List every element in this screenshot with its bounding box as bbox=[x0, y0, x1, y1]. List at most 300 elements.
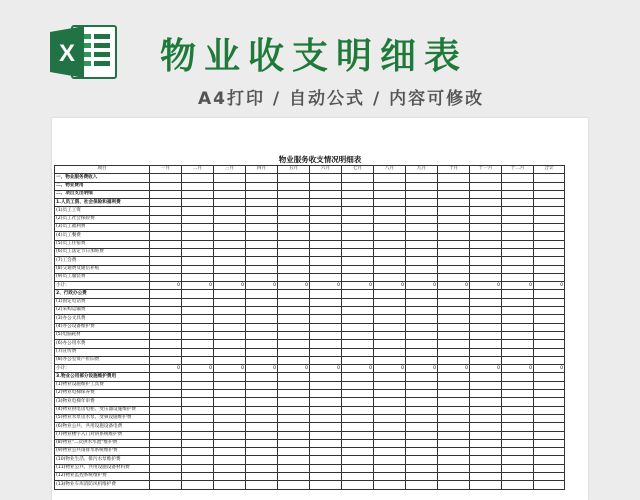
month-cell[interactable] bbox=[438, 381, 470, 389]
month-cell[interactable] bbox=[374, 431, 406, 439]
month-cell[interactable] bbox=[534, 398, 565, 406]
month-cell[interactable] bbox=[342, 224, 374, 232]
month-cell[interactable]: 0 bbox=[406, 365, 438, 373]
month-cell[interactable]: 0 bbox=[470, 365, 502, 373]
month-cell[interactable] bbox=[310, 398, 342, 406]
month-cell[interactable] bbox=[502, 464, 534, 472]
month-cell[interactable] bbox=[246, 356, 278, 364]
month-cell[interactable] bbox=[534, 248, 565, 256]
month-cell[interactable] bbox=[214, 307, 246, 315]
month-cell[interactable] bbox=[214, 174, 246, 182]
month-cell[interactable] bbox=[278, 174, 310, 182]
month-cell[interactable] bbox=[150, 406, 182, 414]
month-cell[interactable] bbox=[534, 199, 565, 207]
month-cell[interactable] bbox=[246, 431, 278, 439]
month-cell[interactable] bbox=[342, 373, 374, 381]
month-cell[interactable] bbox=[310, 190, 342, 198]
month-cell[interactable] bbox=[502, 215, 534, 223]
month-cell[interactable] bbox=[502, 381, 534, 389]
month-cell[interactable] bbox=[470, 174, 502, 182]
month-cell[interactable] bbox=[502, 307, 534, 315]
month-cell[interactable] bbox=[182, 248, 214, 256]
row-label[interactable]: 小计: bbox=[55, 282, 150, 290]
month-cell[interactable] bbox=[150, 340, 182, 348]
month-cell[interactable] bbox=[246, 298, 278, 306]
month-cell[interactable] bbox=[534, 307, 565, 315]
month-cell[interactable] bbox=[182, 448, 214, 456]
month-cell[interactable] bbox=[470, 323, 502, 331]
month-cell[interactable] bbox=[406, 182, 438, 190]
month-cell[interactable] bbox=[342, 182, 374, 190]
row-label[interactable]: 2、行政办公费 bbox=[55, 290, 150, 298]
month-cell[interactable] bbox=[374, 240, 406, 248]
month-cell[interactable] bbox=[246, 414, 278, 422]
month-cell[interactable] bbox=[182, 456, 214, 464]
month-cell[interactable] bbox=[214, 257, 246, 265]
month-cell[interactable]: 0 bbox=[246, 282, 278, 290]
month-cell[interactable] bbox=[150, 232, 182, 240]
month-cell[interactable] bbox=[246, 240, 278, 248]
month-cell[interactable] bbox=[406, 215, 438, 223]
month-cell[interactable] bbox=[342, 448, 374, 456]
month-cell[interactable] bbox=[374, 439, 406, 447]
month-cell[interactable] bbox=[278, 340, 310, 348]
month-cell[interactable] bbox=[406, 390, 438, 398]
month-cell[interactable]: 0 bbox=[342, 365, 374, 373]
month-cell[interactable] bbox=[470, 215, 502, 223]
month-cell[interactable] bbox=[470, 331, 502, 339]
month-cell[interactable] bbox=[374, 190, 406, 198]
month-cell[interactable] bbox=[342, 215, 374, 223]
month-cell[interactable] bbox=[150, 448, 182, 456]
row-label[interactable]: (1)员工工资 bbox=[55, 207, 150, 215]
month-cell[interactable] bbox=[246, 174, 278, 182]
month-cell[interactable] bbox=[278, 381, 310, 389]
month-cell[interactable] bbox=[182, 257, 214, 265]
month-cell[interactable] bbox=[246, 331, 278, 339]
month-cell[interactable] bbox=[438, 174, 470, 182]
month-cell[interactable] bbox=[406, 414, 438, 422]
month-cell[interactable] bbox=[406, 348, 438, 356]
month-cell[interactable] bbox=[278, 307, 310, 315]
month-cell[interactable] bbox=[214, 273, 246, 281]
month-cell[interactable] bbox=[502, 182, 534, 190]
row-label[interactable]: (10)物业生活、排污水泵维护费 bbox=[55, 456, 150, 464]
month-cell[interactable] bbox=[438, 315, 470, 323]
month-cell[interactable] bbox=[502, 390, 534, 398]
month-cell[interactable] bbox=[278, 448, 310, 456]
month-cell[interactable]: 0 bbox=[342, 282, 374, 290]
month-cell[interactable] bbox=[310, 315, 342, 323]
month-cell[interactable] bbox=[182, 215, 214, 223]
month-cell[interactable] bbox=[246, 273, 278, 281]
month-cell[interactable] bbox=[438, 298, 470, 306]
month-cell[interactable] bbox=[438, 199, 470, 207]
month-cell[interactable] bbox=[342, 398, 374, 406]
row-label[interactable]: 1.人员工资、社会保险和福利费 bbox=[55, 199, 150, 207]
month-cell[interactable] bbox=[310, 381, 342, 389]
month-cell[interactable] bbox=[502, 290, 534, 298]
month-cell[interactable] bbox=[502, 265, 534, 273]
month-cell[interactable] bbox=[278, 273, 310, 281]
month-cell[interactable]: 0 bbox=[310, 365, 342, 373]
month-cell[interactable] bbox=[406, 472, 438, 480]
month-cell[interactable] bbox=[374, 373, 406, 381]
row-label[interactable]: (5)员工住宿费 bbox=[55, 240, 150, 248]
month-cell[interactable] bbox=[470, 265, 502, 273]
month-cell[interactable] bbox=[214, 207, 246, 215]
month-cell[interactable] bbox=[278, 390, 310, 398]
month-cell[interactable] bbox=[150, 331, 182, 339]
month-cell[interactable] bbox=[182, 190, 214, 198]
month-cell[interactable] bbox=[438, 323, 470, 331]
month-cell[interactable] bbox=[342, 199, 374, 207]
month-cell[interactable] bbox=[214, 340, 246, 348]
row-label[interactable]: 一、物业服务费收入 bbox=[55, 174, 150, 182]
month-cell[interactable] bbox=[310, 174, 342, 182]
month-cell[interactable] bbox=[246, 215, 278, 223]
month-cell[interactable] bbox=[438, 182, 470, 190]
month-cell[interactable] bbox=[502, 199, 534, 207]
month-cell[interactable] bbox=[470, 232, 502, 240]
month-cell[interactable] bbox=[406, 207, 438, 215]
month-cell[interactable] bbox=[214, 331, 246, 339]
month-cell[interactable] bbox=[470, 240, 502, 248]
month-cell[interactable] bbox=[150, 481, 182, 489]
month-cell[interactable] bbox=[214, 290, 246, 298]
month-cell[interactable] bbox=[374, 448, 406, 456]
month-cell[interactable] bbox=[438, 215, 470, 223]
month-cell[interactable] bbox=[374, 356, 406, 364]
month-cell[interactable] bbox=[214, 373, 246, 381]
month-cell[interactable] bbox=[182, 174, 214, 182]
row-label[interactable]: (8)办公室资产折旧费 bbox=[55, 356, 150, 364]
month-cell[interactable] bbox=[534, 331, 565, 339]
month-cell[interactable] bbox=[438, 472, 470, 480]
month-cell[interactable] bbox=[310, 215, 342, 223]
month-cell[interactable] bbox=[438, 257, 470, 265]
month-cell[interactable] bbox=[534, 174, 565, 182]
month-cell[interactable] bbox=[534, 265, 565, 273]
month-cell[interactable]: 0 bbox=[214, 282, 246, 290]
month-cell[interactable] bbox=[374, 348, 406, 356]
month-cell[interactable]: 0 bbox=[214, 365, 246, 373]
month-cell[interactable] bbox=[182, 439, 214, 447]
month-cell[interactable] bbox=[150, 439, 182, 447]
month-cell[interactable] bbox=[150, 215, 182, 223]
row-label[interactable]: (4)办公设备维护费 bbox=[55, 323, 150, 331]
month-cell[interactable] bbox=[438, 207, 470, 215]
month-cell[interactable] bbox=[534, 423, 565, 431]
month-cell[interactable] bbox=[342, 481, 374, 489]
month-cell[interactable] bbox=[342, 381, 374, 389]
month-cell[interactable] bbox=[470, 472, 502, 480]
month-cell[interactable] bbox=[438, 448, 470, 456]
month-cell[interactable] bbox=[342, 340, 374, 348]
month-cell[interactable] bbox=[406, 307, 438, 315]
month-cell[interactable] bbox=[534, 215, 565, 223]
month-cell[interactable] bbox=[310, 448, 342, 456]
month-cell[interactable] bbox=[214, 315, 246, 323]
month-cell[interactable] bbox=[182, 431, 214, 439]
month-cell[interactable] bbox=[278, 481, 310, 489]
month-cell[interactable] bbox=[278, 456, 310, 464]
month-cell[interactable] bbox=[342, 174, 374, 182]
month-cell[interactable] bbox=[150, 273, 182, 281]
month-cell[interactable] bbox=[406, 224, 438, 232]
month-cell[interactable] bbox=[406, 174, 438, 182]
month-cell[interactable] bbox=[150, 464, 182, 472]
month-cell[interactable] bbox=[534, 273, 565, 281]
month-cell[interactable] bbox=[406, 273, 438, 281]
month-cell[interactable] bbox=[150, 174, 182, 182]
month-cell[interactable] bbox=[406, 315, 438, 323]
month-cell[interactable] bbox=[278, 207, 310, 215]
month-cell[interactable] bbox=[182, 356, 214, 364]
month-cell[interactable] bbox=[310, 439, 342, 447]
month-cell[interactable] bbox=[374, 472, 406, 480]
month-cell[interactable] bbox=[374, 290, 406, 298]
month-cell[interactable] bbox=[246, 472, 278, 480]
month-cell[interactable] bbox=[502, 472, 534, 480]
month-cell[interactable] bbox=[246, 199, 278, 207]
month-cell[interactable] bbox=[310, 307, 342, 315]
month-cell[interactable] bbox=[342, 431, 374, 439]
month-cell[interactable] bbox=[150, 423, 182, 431]
month-cell[interactable] bbox=[278, 323, 310, 331]
month-cell[interactable] bbox=[406, 398, 438, 406]
month-cell[interactable] bbox=[214, 215, 246, 223]
month-cell[interactable] bbox=[150, 290, 182, 298]
month-cell[interactable] bbox=[374, 315, 406, 323]
month-cell[interactable] bbox=[470, 373, 502, 381]
month-cell[interactable] bbox=[182, 315, 214, 323]
month-cell[interactable] bbox=[374, 298, 406, 306]
month-cell[interactable] bbox=[214, 398, 246, 406]
month-cell[interactable] bbox=[214, 423, 246, 431]
month-cell[interactable] bbox=[406, 331, 438, 339]
month-cell[interactable] bbox=[278, 224, 310, 232]
month-cell[interactable] bbox=[214, 381, 246, 389]
month-cell[interactable] bbox=[374, 273, 406, 281]
month-cell[interactable] bbox=[406, 406, 438, 414]
month-cell[interactable] bbox=[406, 199, 438, 207]
month-cell[interactable] bbox=[310, 273, 342, 281]
month-cell[interactable] bbox=[150, 224, 182, 232]
month-cell[interactable] bbox=[246, 464, 278, 472]
row-label[interactable]: (7)宣传费 bbox=[55, 348, 150, 356]
month-cell[interactable] bbox=[278, 232, 310, 240]
month-cell[interactable]: 0 bbox=[374, 282, 406, 290]
month-cell[interactable]: 0 bbox=[502, 365, 534, 373]
month-cell[interactable] bbox=[246, 348, 278, 356]
month-cell[interactable]: 0 bbox=[310, 282, 342, 290]
month-cell[interactable] bbox=[278, 348, 310, 356]
month-cell[interactable] bbox=[470, 414, 502, 422]
month-cell[interactable] bbox=[534, 373, 565, 381]
month-cell[interactable] bbox=[342, 456, 374, 464]
month-cell[interactable] bbox=[310, 373, 342, 381]
month-cell[interactable] bbox=[214, 472, 246, 480]
month-cell[interactable]: 0 bbox=[182, 282, 214, 290]
month-cell[interactable] bbox=[278, 356, 310, 364]
month-cell[interactable] bbox=[342, 464, 374, 472]
month-cell[interactable] bbox=[246, 315, 278, 323]
month-cell[interactable] bbox=[502, 448, 534, 456]
month-cell[interactable] bbox=[278, 190, 310, 198]
month-cell[interactable] bbox=[470, 248, 502, 256]
month-cell[interactable] bbox=[406, 340, 438, 348]
month-cell[interactable] bbox=[246, 265, 278, 273]
month-cell[interactable] bbox=[374, 464, 406, 472]
row-label[interactable]: (13)物业车库消防风机维护费 bbox=[55, 481, 150, 489]
month-cell[interactable] bbox=[246, 182, 278, 190]
month-cell[interactable] bbox=[534, 257, 565, 265]
month-cell[interactable] bbox=[150, 323, 182, 331]
month-cell[interactable] bbox=[246, 373, 278, 381]
month-cell[interactable] bbox=[342, 423, 374, 431]
month-cell[interactable] bbox=[406, 232, 438, 240]
month-cell[interactable] bbox=[246, 448, 278, 456]
month-cell[interactable] bbox=[214, 439, 246, 447]
month-cell[interactable] bbox=[534, 240, 565, 248]
month-cell[interactable] bbox=[310, 340, 342, 348]
month-cell[interactable] bbox=[502, 224, 534, 232]
month-cell[interactable] bbox=[246, 481, 278, 489]
month-cell[interactable] bbox=[150, 414, 182, 422]
month-cell[interactable] bbox=[342, 273, 374, 281]
month-cell[interactable] bbox=[534, 315, 565, 323]
month-cell[interactable] bbox=[502, 406, 534, 414]
month-cell[interactable] bbox=[534, 472, 565, 480]
month-cell[interactable] bbox=[534, 323, 565, 331]
month-cell[interactable] bbox=[214, 431, 246, 439]
month-cell[interactable] bbox=[406, 240, 438, 248]
month-cell[interactable] bbox=[438, 265, 470, 273]
month-cell[interactable] bbox=[278, 373, 310, 381]
month-cell[interactable] bbox=[438, 390, 470, 398]
month-cell[interactable] bbox=[214, 224, 246, 232]
month-cell[interactable] bbox=[534, 348, 565, 356]
month-cell[interactable] bbox=[470, 273, 502, 281]
month-cell[interactable] bbox=[342, 232, 374, 240]
month-cell[interactable] bbox=[502, 356, 534, 364]
month-cell[interactable] bbox=[310, 356, 342, 364]
month-cell[interactable] bbox=[502, 398, 534, 406]
month-cell[interactable] bbox=[182, 199, 214, 207]
month-cell[interactable] bbox=[182, 323, 214, 331]
month-cell[interactable]: 0 bbox=[374, 365, 406, 373]
month-cell[interactable] bbox=[150, 199, 182, 207]
month-cell[interactable] bbox=[150, 248, 182, 256]
month-cell[interactable] bbox=[246, 257, 278, 265]
month-cell[interactable] bbox=[406, 431, 438, 439]
month-cell[interactable] bbox=[470, 356, 502, 364]
month-cell[interactable]: 0 bbox=[438, 282, 470, 290]
month-cell[interactable] bbox=[374, 248, 406, 256]
month-cell[interactable] bbox=[310, 182, 342, 190]
month-cell[interactable] bbox=[150, 456, 182, 464]
row-label[interactable]: (3)物业电梯年审费 bbox=[55, 398, 150, 406]
month-cell[interactable] bbox=[374, 414, 406, 422]
row-label[interactable]: (7)物业楼宇入门对讲系统维护费 bbox=[55, 431, 150, 439]
month-cell[interactable] bbox=[214, 240, 246, 248]
month-cell[interactable] bbox=[182, 481, 214, 489]
row-label[interactable]: (7)工会费 bbox=[55, 257, 150, 265]
row-label[interactable]: (6)物业公共、共用设施设备电费 bbox=[55, 423, 150, 431]
month-cell[interactable] bbox=[406, 464, 438, 472]
month-cell[interactable] bbox=[534, 414, 565, 422]
month-cell[interactable] bbox=[310, 406, 342, 414]
month-cell[interactable] bbox=[182, 390, 214, 398]
month-cell[interactable] bbox=[470, 431, 502, 439]
month-cell[interactable] bbox=[438, 456, 470, 464]
month-cell[interactable] bbox=[214, 323, 246, 331]
month-cell[interactable]: 0 bbox=[502, 282, 534, 290]
month-cell[interactable] bbox=[246, 456, 278, 464]
month-cell[interactable] bbox=[534, 224, 565, 232]
month-cell[interactable] bbox=[342, 307, 374, 315]
month-cell[interactable] bbox=[246, 423, 278, 431]
month-cell[interactable] bbox=[310, 414, 342, 422]
month-cell[interactable] bbox=[342, 257, 374, 265]
month-cell[interactable] bbox=[502, 315, 534, 323]
month-cell[interactable] bbox=[246, 406, 278, 414]
month-cell[interactable] bbox=[278, 215, 310, 223]
month-cell[interactable] bbox=[214, 348, 246, 356]
month-cell[interactable] bbox=[470, 182, 502, 190]
month-cell[interactable] bbox=[374, 456, 406, 464]
month-cell[interactable] bbox=[438, 431, 470, 439]
month-cell[interactable] bbox=[342, 265, 374, 273]
month-cell[interactable] bbox=[374, 265, 406, 273]
month-cell[interactable] bbox=[406, 290, 438, 298]
month-cell[interactable] bbox=[182, 182, 214, 190]
month-cell[interactable] bbox=[438, 232, 470, 240]
month-cell[interactable] bbox=[342, 390, 374, 398]
month-cell[interactable] bbox=[278, 439, 310, 447]
month-cell[interactable] bbox=[214, 481, 246, 489]
month-cell[interactable] bbox=[310, 390, 342, 398]
month-cell[interactable] bbox=[470, 381, 502, 389]
month-cell[interactable] bbox=[438, 406, 470, 414]
month-cell[interactable] bbox=[470, 207, 502, 215]
month-cell[interactable] bbox=[470, 464, 502, 472]
month-cell[interactable] bbox=[470, 406, 502, 414]
row-label[interactable]: (3)员工福利费 bbox=[55, 224, 150, 232]
month-cell[interactable] bbox=[438, 481, 470, 489]
row-label[interactable]: 3.物业公用部分设施维护费用 bbox=[55, 373, 150, 381]
month-cell[interactable] bbox=[310, 290, 342, 298]
month-cell[interactable] bbox=[406, 248, 438, 256]
month-cell[interactable] bbox=[438, 331, 470, 339]
month-cell[interactable] bbox=[438, 423, 470, 431]
month-cell[interactable] bbox=[310, 298, 342, 306]
month-cell[interactable] bbox=[278, 406, 310, 414]
month-cell[interactable] bbox=[246, 390, 278, 398]
month-cell[interactable] bbox=[278, 464, 310, 472]
month-cell[interactable] bbox=[342, 323, 374, 331]
month-cell[interactable] bbox=[278, 414, 310, 422]
month-cell[interactable] bbox=[502, 456, 534, 464]
month-cell[interactable] bbox=[150, 472, 182, 480]
month-cell[interactable] bbox=[150, 265, 182, 273]
month-cell[interactable] bbox=[342, 348, 374, 356]
month-cell[interactable] bbox=[246, 323, 278, 331]
month-cell[interactable] bbox=[502, 174, 534, 182]
month-cell[interactable] bbox=[534, 406, 565, 414]
month-cell[interactable] bbox=[470, 257, 502, 265]
